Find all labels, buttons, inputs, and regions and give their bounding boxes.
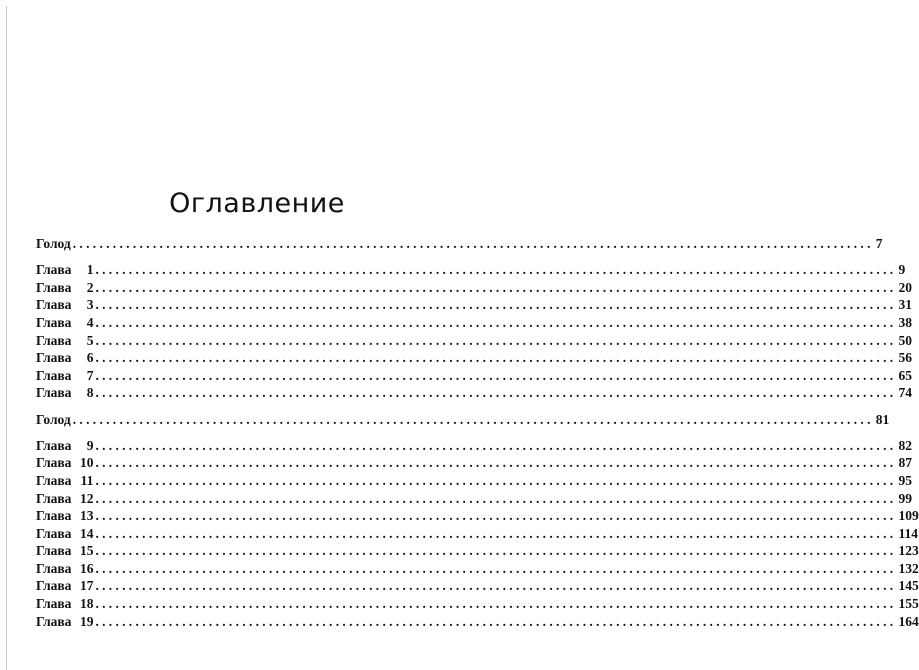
toc-entry-label (36, 526, 93, 542)
toc-entry-title: Глава (36, 560, 72, 576)
dot-leader: ........................................................................................................................ (95, 596, 897, 612)
toc-entry-label (36, 578, 93, 594)
toc-entry-page: 123 (898, 543, 919, 559)
toc-entry-page: 81 (875, 411, 890, 427)
dot-leader: ........................................................................................................................ (95, 455, 897, 471)
toc-entry-number: 9 (86, 437, 94, 453)
toc-entry (36, 385, 912, 403)
toc-entry (36, 490, 912, 509)
toc-entry-label (36, 412, 71, 428)
toc-entry-number: 6 (86, 350, 94, 366)
toc-entry-label (36, 561, 93, 577)
toc-entry-page: 82 (898, 437, 912, 453)
toc-entry-label (36, 614, 93, 630)
toc-entry-page: 9 (898, 262, 906, 278)
toc-entry-title: Глава (36, 437, 72, 453)
toc-entry-number: 18 (79, 596, 94, 612)
toc-entry (36, 596, 919, 614)
toc-entry-page: 95 (898, 472, 912, 488)
toc-entry-page: 56 (898, 350, 912, 366)
toc-entry-label (36, 385, 93, 401)
dot-leader: ........................................................................................................................ (95, 525, 897, 541)
dot-leader: ........................................................................................................................ (72, 411, 874, 427)
toc-entry-number: 7 (86, 367, 94, 383)
toc-entry-number: 4 (86, 314, 94, 330)
toc-entry (36, 262, 906, 280)
dot-leader: ........................................................................................................................ (95, 578, 897, 594)
toc-entry-page: 145 (898, 578, 919, 594)
toc-entry (36, 525, 918, 544)
toc-entry-number: 2 (86, 279, 94, 295)
dot-leader: ........................................................................................................................ (72, 236, 874, 251)
toc-entry (36, 411, 890, 430)
dot-leader: ........................................................................................................................ (95, 472, 897, 488)
toc-entry-title: Глава (36, 490, 72, 506)
dot-leader: ........................................................................................................................ (95, 508, 897, 524)
dot-leader: ........................................................................................................................ (95, 367, 897, 383)
toc-entry-title: Глава (36, 279, 72, 295)
toc-entry-title: Глава (36, 332, 72, 348)
toc-entry-label (36, 473, 93, 489)
dot-leader: ........................................................................................................................ (95, 613, 897, 629)
toc-entry-title: Голод (36, 411, 71, 427)
dot-leader: ........................................................................................................................ (95, 279, 897, 295)
toc-entry-label (36, 262, 93, 278)
toc-entry-page: 20 (898, 279, 912, 295)
toc-entry-page: 155 (898, 596, 919, 612)
dot-leader: ........................................................................................................................ (95, 385, 897, 401)
toc-entry-label (36, 491, 93, 507)
toc-entry-label (36, 333, 93, 349)
toc-entry-number: 12 (79, 490, 94, 506)
toc-entry-title: Глава (36, 314, 72, 330)
toc-entry (36, 543, 919, 561)
toc-entry-page: 31 (898, 297, 912, 313)
dot-leader: ........................................................................................................................ (95, 350, 897, 366)
toc-entry-number: 5 (86, 332, 94, 348)
toc-entry-number: 17 (79, 578, 94, 594)
dot-leader: ........................................................................................................................ (95, 437, 897, 453)
toc-entry-title: Глава (36, 350, 72, 366)
dot-leader: ........................................................................................................................ (95, 543, 897, 559)
toc-entry-page: 74 (898, 385, 912, 401)
toc-entry-page: 164 (898, 613, 919, 629)
toc-entry-number: 1 (86, 262, 94, 278)
toc-entry-page: 50 (898, 332, 912, 348)
toc-entry-label (36, 297, 93, 313)
toc-entry-number: 15 (79, 543, 94, 559)
dot-leader: ........................................................................................................................ (95, 314, 897, 330)
toc-entry (36, 279, 912, 298)
toc-entry-title: Глава (36, 472, 72, 488)
toc-entry-label (36, 438, 93, 454)
toc-entry-title: Глава (36, 262, 72, 278)
toc-entry-label (36, 350, 93, 366)
toc-entry (36, 297, 912, 315)
page-edge-line (6, 6, 7, 670)
toc-entry-number: 13 (79, 508, 94, 524)
toc-entry-label (36, 315, 93, 331)
toc-entry-number: 19 (79, 613, 94, 629)
toc-entry (36, 314, 912, 333)
toc-entry-title: Глава (36, 578, 72, 594)
toc-entry-page: 132 (898, 560, 919, 576)
toc-entry (36, 437, 912, 456)
toc-entry (36, 367, 912, 386)
toc-entry-number: 10 (79, 455, 94, 471)
toc-entry-title: Глава (36, 455, 72, 471)
toc-entry-page: 114 (898, 525, 918, 541)
toc-entry-number: 14 (79, 525, 94, 541)
dot-leader: ........................................................................................................................ (95, 332, 897, 348)
dot-leader: ........................................................................................................................ (95, 490, 897, 506)
toc-entry-label (36, 508, 93, 524)
toc-entry-page: 109 (898, 508, 919, 524)
table-of-contents (36, 236, 919, 631)
toc-entry-title: Глава (36, 385, 72, 401)
toc-entry-label (36, 455, 93, 471)
toc-entry-number: 8 (86, 385, 94, 401)
toc-entry-page: 65 (898, 367, 912, 383)
toc-entry-label (36, 236, 71, 252)
toc-entry-title: Глава (36, 297, 72, 313)
toc-entry-title: Глава (36, 525, 72, 541)
toc-entry (36, 560, 919, 579)
dot-leader: ........................................................................................................................ (95, 262, 897, 278)
dot-leader: ........................................................................................................................ (95, 297, 897, 313)
toc-entry-label (36, 543, 93, 559)
toc-entry-title: Глава (36, 543, 72, 559)
toc-entry (36, 472, 912, 491)
toc-entry-label (36, 368, 93, 384)
toc-entry-page: 38 (898, 314, 912, 330)
toc-entry-number: 3 (86, 297, 94, 313)
toc-entry-title: Глава (36, 613, 72, 629)
toc-entry (36, 508, 919, 526)
toc-entry-page: 7 (875, 236, 883, 251)
toc-entry (36, 236, 883, 254)
toc-entry-number: 16 (79, 560, 94, 576)
dot-leader: ........................................................................................................................ (95, 560, 897, 576)
toc-entry (36, 578, 919, 596)
toc-entry-title: Голод (36, 236, 71, 251)
toc-entry (36, 613, 919, 632)
toc-entry (36, 350, 912, 368)
toc-entry-page: 87 (898, 455, 912, 471)
toc-entry-title: Глава (36, 508, 72, 524)
page-title: Оглавление (169, 188, 345, 220)
toc-entry (36, 455, 912, 473)
toc-entry-title: Глава (36, 367, 72, 383)
toc-entry-page: 99 (898, 490, 912, 506)
toc-entry-label (36, 596, 93, 612)
toc-entry-title: Глава (36, 596, 72, 612)
toc-entry (36, 332, 912, 351)
toc-entry-number: 11 (80, 472, 94, 488)
toc-entry-label (36, 280, 93, 296)
